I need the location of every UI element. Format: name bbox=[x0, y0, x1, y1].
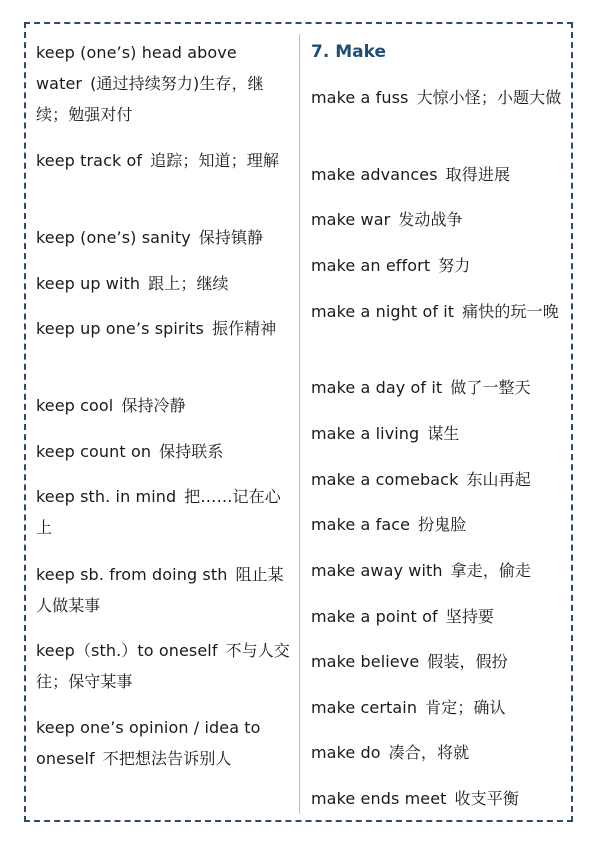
phrase-chinese: 保持冷静 bbox=[121, 396, 186, 415]
phrase-english: keep one’s opinion / idea to oneself bbox=[36, 718, 261, 768]
phrase-chinese: 把……记在心上 bbox=[36, 487, 281, 537]
phrase-chinese: 收支平衡 bbox=[454, 789, 519, 808]
phrase-chinese: 做了一整天 bbox=[450, 378, 531, 397]
phrase-entry bbox=[36, 145, 294, 176]
phrase-english: make advances bbox=[311, 165, 438, 184]
section-heading: 7. Make bbox=[311, 42, 386, 62]
phrase-english: keep (one’s) sanity bbox=[36, 228, 191, 247]
phrase-chinese: 拿走，偷走 bbox=[450, 561, 532, 580]
phrase-english: make a point of bbox=[311, 607, 438, 626]
phrase-entry bbox=[311, 296, 567, 327]
phrase-english: make an effort bbox=[311, 256, 431, 275]
phrase-english: make a fuss bbox=[311, 88, 409, 107]
phrase-chinese: (通过持续努力)生存，继续；勉强对付 bbox=[36, 74, 264, 124]
phrase-english: make a comeback bbox=[311, 470, 459, 489]
phrase-entry bbox=[311, 159, 567, 190]
phrase-chinese: 振作精神 bbox=[211, 319, 277, 338]
phrase-entry bbox=[311, 464, 567, 495]
phrase-english: make away with bbox=[311, 561, 443, 580]
phrase-english: keep cool bbox=[36, 396, 114, 415]
phrase-entry bbox=[36, 712, 294, 774]
phrase-english: keep up one’s spirits bbox=[36, 319, 204, 338]
phrase-entry bbox=[311, 372, 567, 403]
phrase-entry bbox=[36, 222, 294, 253]
phrase-chinese: 不把想法告诉别人 bbox=[102, 749, 232, 768]
phrase-entry bbox=[36, 390, 294, 421]
phrase-chinese: 大惊小怪；小题大做 bbox=[416, 88, 562, 107]
phrase-entry bbox=[36, 635, 294, 697]
phrase-entry bbox=[36, 481, 294, 543]
phrase-chinese: 取得进展 bbox=[445, 165, 511, 184]
phrase-entry bbox=[311, 555, 567, 586]
phrase-chinese: 不与人交往；保守某事 bbox=[36, 641, 290, 691]
phrase-entry bbox=[311, 250, 567, 281]
phrase-chinese: 努力 bbox=[438, 256, 471, 275]
phrase-english: keep up with bbox=[36, 274, 141, 293]
phrase-english: keep sth. in mind bbox=[36, 487, 177, 506]
phrase-english: make ends meet bbox=[311, 789, 447, 808]
phrase-english: keep sb. from doing sth bbox=[36, 565, 228, 584]
phrase-entry bbox=[311, 418, 567, 449]
phrase-chinese: 肯定；确认 bbox=[425, 698, 506, 717]
phrase-english: keep（sth.）to oneself bbox=[36, 641, 218, 660]
phrase-chinese: 谋生 bbox=[427, 424, 460, 443]
phrase-entry bbox=[36, 313, 294, 344]
phrase-chinese: 假装，假扮 bbox=[427, 652, 508, 671]
phrase-chinese: 跟上；继续 bbox=[148, 274, 229, 293]
phrase-english: make war bbox=[311, 210, 391, 229]
phrase-entry bbox=[36, 559, 294, 621]
phrase-english: make a day of it bbox=[311, 378, 443, 397]
phrase-english: make certain bbox=[311, 698, 418, 717]
phrase-entry bbox=[311, 692, 567, 723]
phrase-entry bbox=[36, 436, 294, 467]
phrase-english: keep track of bbox=[36, 151, 143, 170]
phrase-chinese: 痛快的玩一晚 bbox=[462, 302, 559, 321]
phrase-entry bbox=[311, 204, 567, 235]
phrase-chinese: 保持联系 bbox=[159, 442, 224, 461]
phrase-chinese: 凑合，将就 bbox=[388, 743, 470, 762]
phrase-chinese: 发动战争 bbox=[398, 210, 463, 229]
phrase-chinese: 保持镇静 bbox=[198, 228, 264, 247]
phrase-chinese: 阻止某人做某事 bbox=[36, 565, 284, 615]
phrase-chinese: 东山再起 bbox=[466, 470, 531, 489]
column-divider bbox=[299, 34, 300, 814]
phrase-english: make a living bbox=[311, 424, 420, 443]
phrase-entry bbox=[36, 37, 294, 130]
phrase-english: make a night of it bbox=[311, 302, 455, 321]
phrase-entry bbox=[311, 82, 567, 113]
phrase-chinese: 坚持要 bbox=[445, 607, 495, 626]
phrase-entry bbox=[311, 646, 567, 677]
phrase-english: keep (one’s) head above water bbox=[36, 43, 237, 93]
phrase-english: make a face bbox=[311, 515, 411, 534]
phrase-entry bbox=[311, 509, 567, 540]
phrase-chinese: 追踪；知道；理解 bbox=[150, 151, 279, 170]
phrase-entry bbox=[311, 737, 567, 768]
phrase-entry bbox=[36, 268, 294, 299]
phrase-english: make believe bbox=[311, 652, 420, 671]
phrase-entry bbox=[311, 601, 567, 632]
phrase-entry bbox=[311, 783, 567, 814]
phrase-chinese: 扮鬼脸 bbox=[418, 515, 467, 534]
phrase-english: keep count on bbox=[36, 442, 152, 461]
phrase-english: make do bbox=[311, 743, 381, 762]
